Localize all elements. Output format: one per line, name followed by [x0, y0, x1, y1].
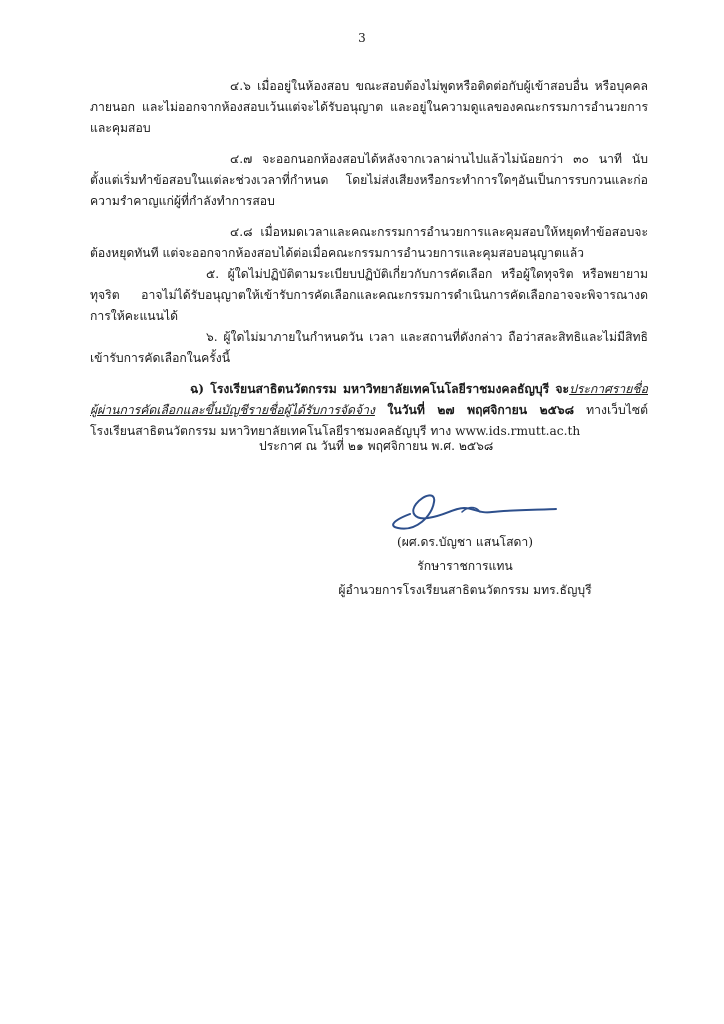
page-number: 3	[358, 31, 366, 45]
section-f-underlined: ประกาศรายชื่อผู้ผ่านการคัดเลือกและขึ้นบัญชีรายชื่อผู้ได้รับการจัดจ้าง	[90, 382, 648, 417]
clause-4-7: ๔.๗ จะออกนอกห้องสอบได้หลังจากเวลาผ่านไปแล้วไม่น้อยกว่า ๓๐ นาที นับตั้งแต่เริ่มทำข้อสอบในแต่ละช่วงเวลาที่กำหนด โดยไม่ส่งเสียงหรือกระทำการใดๆอันเป็นการรบกวนและก่อความรำคาญแก่ผู้ที่กำลังทำการสอบ	[90, 152, 648, 208]
clause-4-6: ๔.๖ เมื่ออยู่ในห้องสอบ ขณะสอบต้องไม่พูดหรือติดต่อกับผู้เข้าสอบอื่น หรือบุคคลภายนอก และไม่ออกจากห้องสอบเว้นแต่จะได้รับอนุญาต และอยู่ในความดูแลของคณะกรรมการอำนวยการและคุมสอบ	[90, 79, 648, 135]
announcement-date: ประกาศ ณ วันที่ ๒๑ พฤศจิกายน พ.ศ. ๒๕๖๘	[259, 439, 494, 453]
signer-role: รักษาราชการแทน	[417, 559, 513, 573]
signature-icon	[384, 486, 564, 532]
clause-6: ๖. ผู้ใดไม่มาภายในกำหนดวัน เวลา และสถานที่ดังกล่าว ถือว่าสละสิทธิและไม่มีสิทธิเข้ารับการคัดเลือกในครั้งนี้	[90, 330, 648, 365]
website-link[interactable]: www.ids.rmutt.ac.th	[455, 424, 581, 438]
clause-5: ๕. ผู้ใดไม่ปฏิบัติตามระเบียบปฏิบัติเกี่ยวกับการคัดเลือก หรือผู้ใดทุจริต หรือพยายามทุจริต อาจไม่ได้รับอนุญาตให้เข้ารับการคัดเลือกและคณะกรรมการดำเนินการคัดเลือกอาจจะพิจารณางดการให้คะแนนได้	[90, 267, 648, 323]
section-f-rest: ทางเว็บไซต์โรงเรียนสาธิตนวัตกรรม มหาวิทยาลัยเทคโนโลยีราชมงคลธัญบุรี ทาง	[90, 403, 649, 438]
signer-name: (ผศ.ดร.บัญชา แสนโสดา)	[396, 535, 534, 549]
document-body	[90, 76, 648, 442]
clause-4-8: ๔.๘ เมื่อหมดเวลาและคณะกรรมการอำนวยการและคุมสอบให้หยุดทำข้อสอบจะต้องหยุดทันที แต่จะออกจากห้องสอบได้ต่อเมื่อคณะกรรมการอำนวยการและคุมสอบอนุญาตแล้ว	[90, 225, 648, 260]
signer-block	[305, 530, 625, 602]
section-f-date: ในวันที่ ๒๗ พฤศจิกายน ๒๕๖๘	[374, 403, 574, 417]
section-f-heading: ฉ) โรงเรียนสาธิตนวัตกรรม มหาวิทยาลัยเทคโนโลยีราชมงคลธัญบุรี จะ	[190, 382, 570, 396]
signer-position: ผู้อำนวยการโรงเรียนสาธิตนวัตกรรม มทร.ธัญบุรี	[338, 583, 592, 597]
section-f	[90, 379, 648, 442]
